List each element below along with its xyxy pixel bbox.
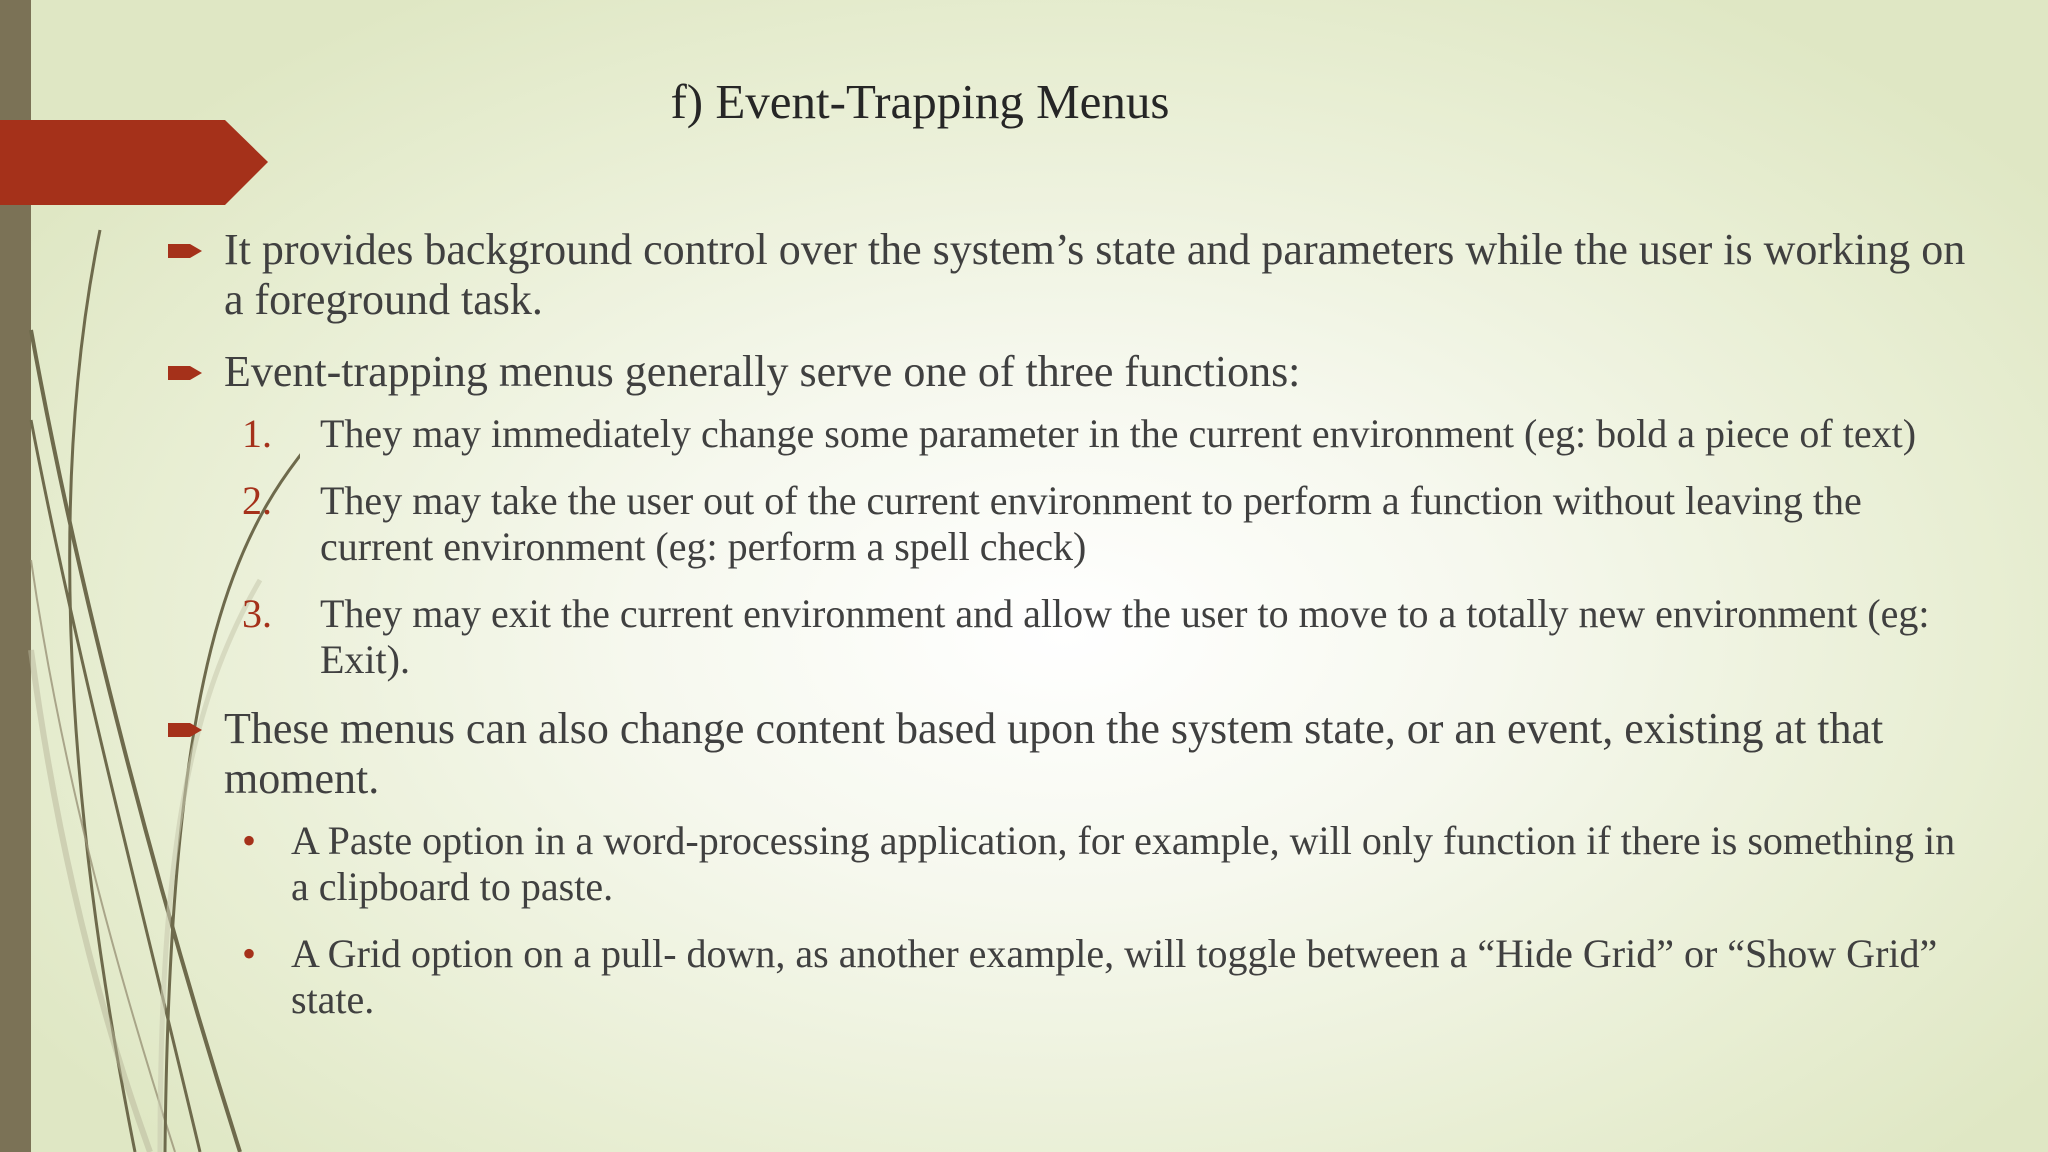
arrow-bullet-icon bbox=[166, 719, 204, 741]
item-text: They may exit the current environment and allow the user to move to a totally new environment (eg: Exit). bbox=[320, 591, 1930, 682]
sub-bullet-item bbox=[166, 931, 1966, 1023]
bullet-text: Event-trapping menus generally serve one of three functions: bbox=[224, 347, 1301, 396]
bullet-text: It provides background control over the system’s state and parameters while the user is working on a foreground task. bbox=[224, 225, 1966, 324]
arrow-bullet-icon bbox=[166, 362, 204, 384]
item-number: 3. bbox=[242, 591, 272, 636]
bullet-item bbox=[166, 704, 1966, 804]
numbered-item bbox=[166, 478, 1966, 570]
numbered-item bbox=[166, 411, 1966, 457]
title-arrow-tab bbox=[0, 120, 268, 205]
item-text: They may take the user out of the current environment to perform a function without leaving the current environment (eg: perform a spell check) bbox=[320, 478, 1862, 569]
dot-bullet-icon: • bbox=[242, 818, 257, 863]
item-text: A Grid option on a pull- down, as another example, will toggle between a “Hide Grid” or “Show Grid” state. bbox=[291, 931, 1938, 1022]
item-number: 1. bbox=[242, 411, 272, 456]
item-text: They may immediately change some parameter in the current environment (eg: bold a piece of text) bbox=[320, 411, 1917, 456]
bullet-text: These menus can also change content based upon the system state, or an event, existing at that moment. bbox=[224, 704, 1884, 803]
sub-bullet-item bbox=[166, 818, 1966, 910]
numbered-item bbox=[166, 591, 1966, 683]
item-text: A Paste option in a word-processing application, for example, will only function if there is something in a clipboard to paste. bbox=[291, 818, 1956, 909]
bullet-item bbox=[166, 225, 1966, 325]
bullet-item bbox=[166, 347, 1966, 397]
arrow-bullet-icon bbox=[166, 240, 204, 262]
item-number: 2. bbox=[242, 478, 272, 523]
slide-content bbox=[166, 225, 1966, 1044]
dot-bullet-icon: • bbox=[242, 931, 257, 976]
slide-title: f) Event-Trapping Menus bbox=[670, 74, 1170, 129]
